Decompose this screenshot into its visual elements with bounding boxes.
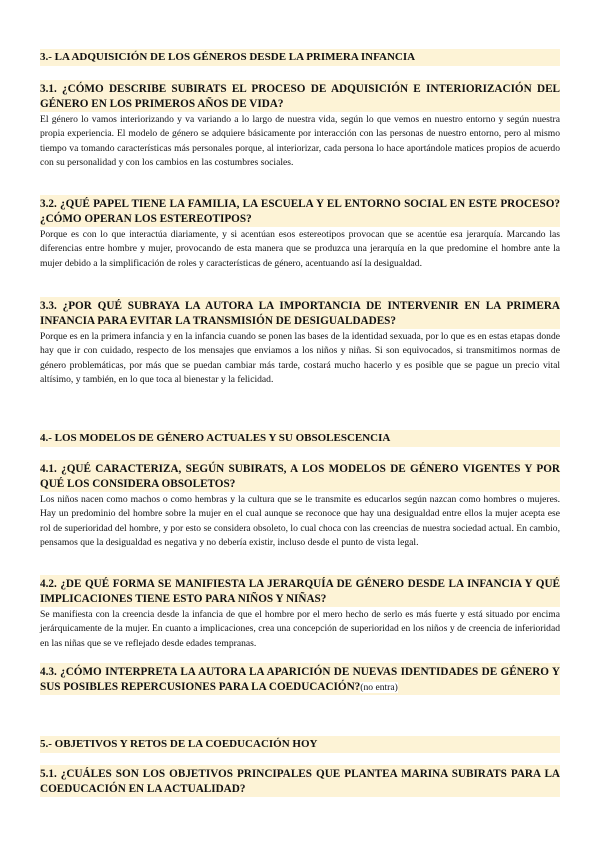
question-4-3-heading [40,663,560,695]
section-5-heading: 5.- OBJETIVOS Y RETOS DE LA COEDUCACIÓN HOY [40,736,560,753]
question-4-3-text: 4.3. ¿CÓMO INTERPRETA LA AUTORA LA APARICIÓN DE NUEVAS IDENTIDADES DE GÉNERO Y SUS POSIBLES REPERCUSIONES PARA LA COEDUCACIÓN? [40,666,560,693]
section-3-heading: 3.- LA ADQUISICIÓN DE LOS GÉNEROS DESDE LA PRIMERA INFANCIA [40,49,560,66]
section-4 [40,430,560,447]
section-3 [40,49,560,66]
question-4-1-answer: Los niños nacen como machos o como hembras y la cultura que se le transmite es educarlos según nazcan como hombres o mujeres. Hay un predominio del hombre sobre la mujer en el cual aunque se reconoce que hay una desigualdad entre ellos la mujer acepta ese rol de superioridad del hombre, y por esto se considera obsoleto, lo cual choca con las creencias de nuestra sociedad actual. En cambio, pensamos que la desigualdad es negativa y no debería existir, incluso desde el punto de vista legal. [40,494,560,548]
question-4-2 [40,575,560,651]
question-4-1 [40,460,560,550]
question-3-2-heading: 3.2. ¿QUÉ PAPEL TIENE LA FAMILIA, LA ESCUELA Y EL ENTORNO SOCIAL EN ESTE PROCESO? ¿CÓMO OPERAN LOS ESTEREOTIPOS? [40,195,560,227]
question-3-2-answer: Porque es con lo que interactúa diariamente, y si acentúan esos estereotipos provocan que se acentúe esa jerarquía. Marcando las diferencias entre hombre y mujer, provocando de esta manera que se produzca una jerarquía en la que predomine el hombre ante la mujer debido a la simplificación de roles y características de género, acentuando así la desigualdad. [40,229,560,269]
question-3-3 [40,297,560,387]
section-5 [40,736,560,753]
question-4-2-heading: 4.2. ¿DE QUÉ FORMA SE MANIFIESTA LA JERARQUÍA DE GÉNERO DESDE LA INFANCIA Y QUÉ IMPLICACIONES TIENE ESTO PARA NIÑOS Y NIÑAS? [40,575,560,607]
question-5-1 [40,765,560,797]
question-3-1 [40,80,560,170]
question-3-1-answer: El género lo vamos interiorizando y va variando a lo largo de nuestra vida, según lo que vemos en nuestro entorno y según nuestra propia experiencia. El modelo de género se adquiere básicamente por interacción con las personas de nuestro entorno, pero al mismo tiempo va tomando características más personales porque, al interiorizar, cada persona lo hace aportándole matices propios de acuerdo con su personalidad y con los cambios en las costumbres sociales. [40,114,560,168]
section-4-heading: 4.- LOS MODELOS DE GÉNERO ACTUALES Y SU OBSOLESCENCIA [40,430,560,447]
question-4-3 [40,663,560,695]
question-3-2 [40,195,560,271]
question-4-1-heading: 4.1. ¿QUÉ CARACTERIZA, SEGÚN SUBIRATS, A LOS MODELOS DE GÉNERO VIGENTES Y POR QUÉ LOS CONSIDERA OBSOLETOS? [40,460,560,492]
question-4-2-answer: Se manifiesta con la creencia desde la infancia de que el hombre por el mero hecho de serlo es más fuerte y está situado por encima jerárquicamente de la mujer. En cuanto a implicaciones, crea una concepción de superioridad en los niños y de creencia de inferioridad en las niñas que se ve reflejado desde edades tempranas. [40,609,560,649]
question-3-3-answer: Porque es en la primera infancia y en la infancia cuando se ponen las bases de la identidad sexuada, por lo que es en estas etapas donde hay que ir con cuidado, respecto de los mensajes que enviamos a los niños y niñas. Si son equivocados, si transmitimos normas de género problemáticas, por más que se puedan cambiar más tarde, costará mucho hacerlo y es posible que se pague un precio vital altísimo, y también, en lo que toca al bienestar y la felicidad. [40,331,560,385]
question-3-1-heading: 3.1. ¿CÓMO DESCRIBE SUBIRATS EL PROCESO DE ADQUISICIÓN E INTERIORIZACIÓN DEL GÉNERO EN LOS PRIMEROS AÑOS DE VIDA? [40,80,560,112]
not-included-note: (no entra) [360,682,398,693]
question-3-3-heading: 3.3. ¿POR QUÉ SUBRAYA LA AUTORA LA IMPORTANCIA DE INTERVENIR EN LA PRIMERA INFANCIA PARA EVITAR LA TRANSMISIÓN DE DESIGUALDADES? [40,297,560,329]
question-5-1-heading: 5.1. ¿CUÁLES SON LOS OBJETIVOS PRINCIPALES QUE PLANTEA MARINA SUBIRATS PARA LA COEDUCACIÓN EN LA ACTUALIDAD? [40,765,560,797]
